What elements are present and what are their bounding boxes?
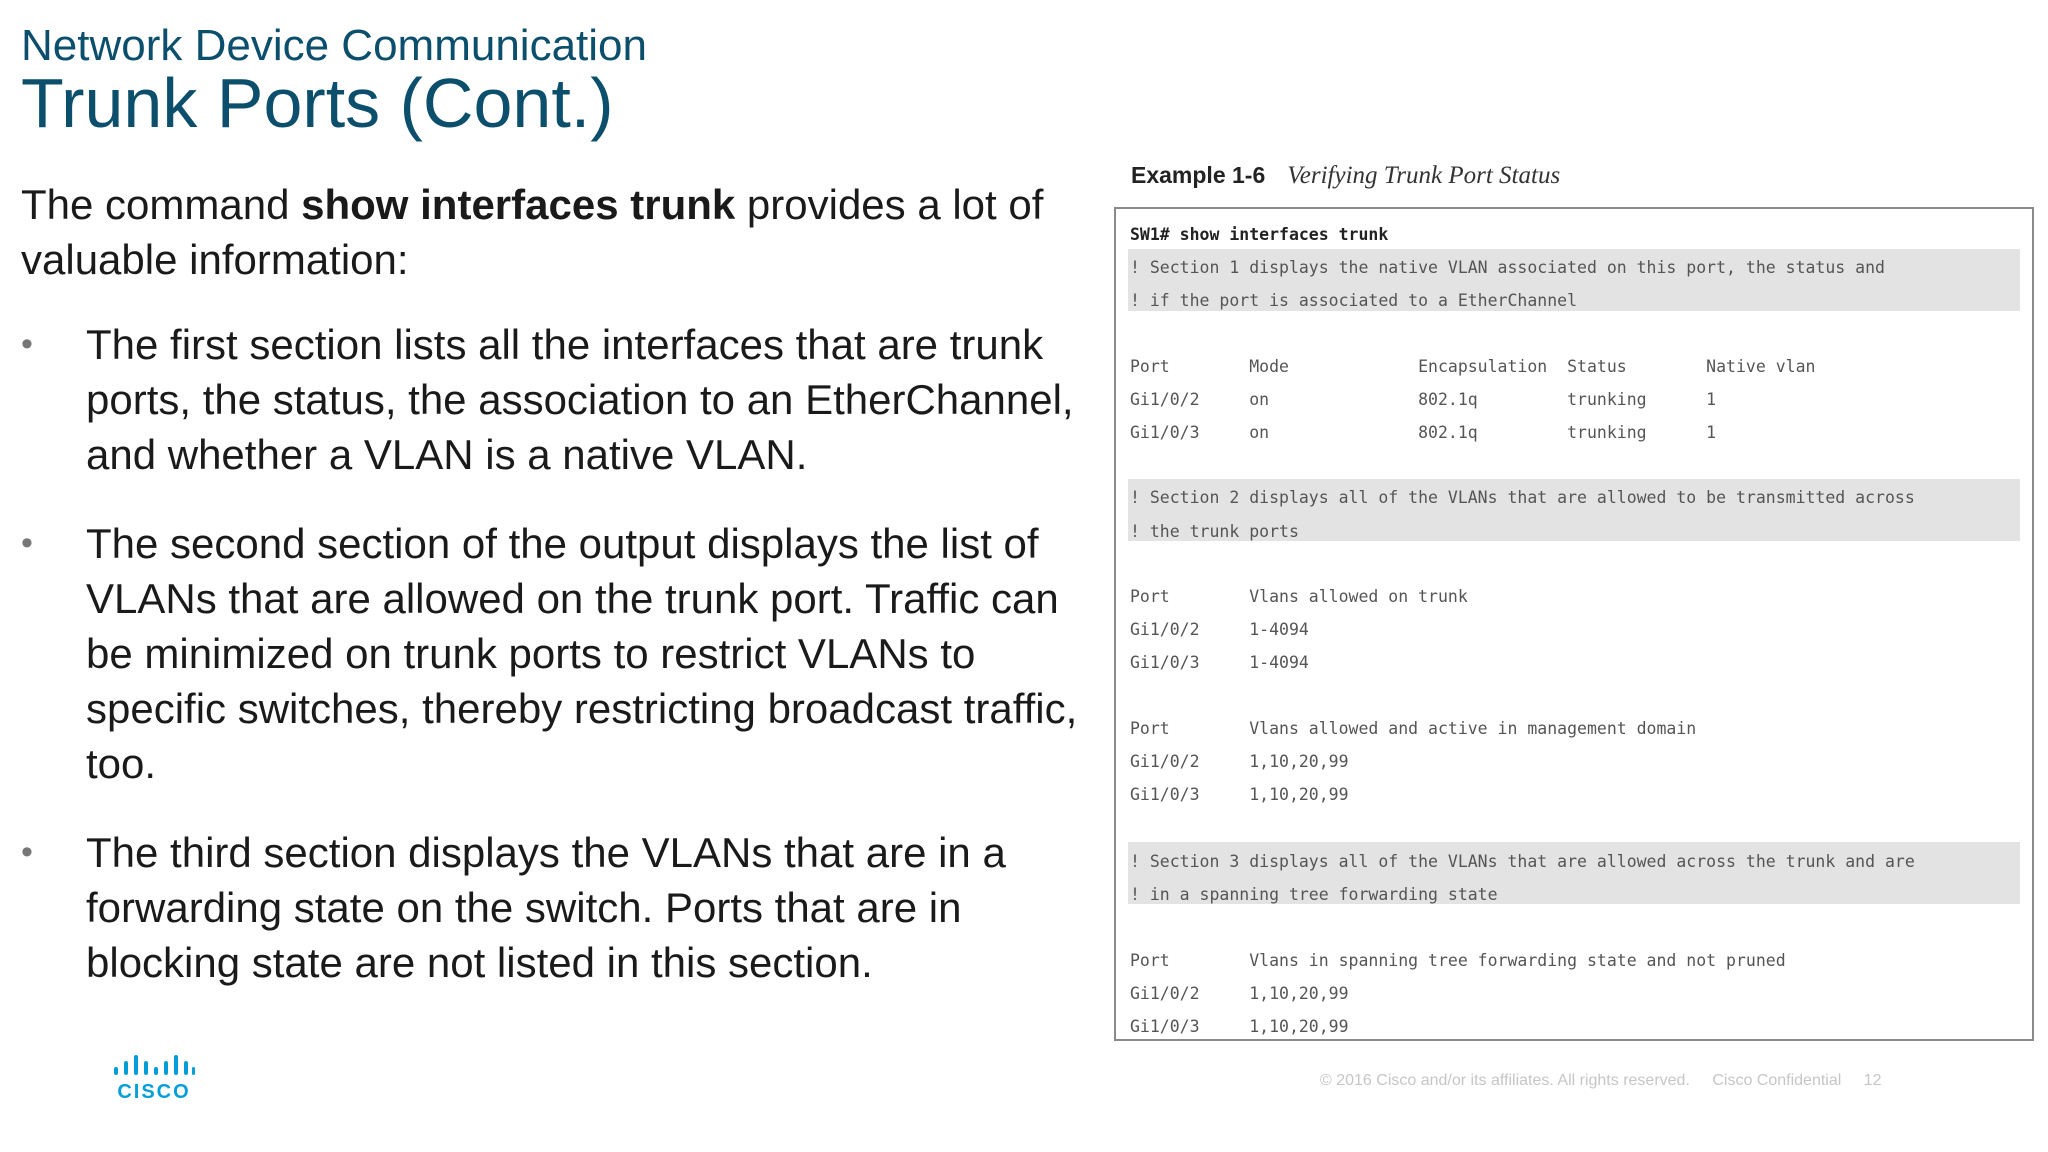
code-line: ! Section 2 displays all of the VLANs that are allowed to be transmitted across (1130, 488, 1915, 507)
code-line: ! Section 1 displays the native VLAN associated on this port, the status and (1130, 258, 1885, 277)
bullet-item-3 (21, 825, 1091, 990)
bullet-dot: • (21, 325, 33, 363)
code-line: Gi1/0/2 on 802.1q trunking 1 (1130, 390, 1717, 409)
code-line: Port Vlans allowed on trunk (1130, 587, 1468, 606)
code-output-box (1114, 207, 2034, 1041)
example-caption (1131, 162, 1560, 190)
bullet-text: The third section displays the VLANs that are in a forwarding state on the switch. Ports that are in blocking state are not listed in this section. (86, 829, 1006, 986)
bullet-text: The first section lists all the interfaces that are trunk ports, the status, the association to an EtherChannel, and whether a VLAN is a native VLAN. (86, 321, 1074, 478)
code-line: SW1# show interfaces trunk (1130, 225, 1389, 244)
code-line: ! in a spanning tree forwarding state (1130, 885, 1498, 904)
intro-after: provides a lot of valuable information: (21, 181, 1044, 283)
code-line: Gi1/0/3 1,10,20,99 (1130, 785, 1349, 804)
code-line: Port Mode Encapsulation Status Native vlan (1130, 357, 1816, 376)
bullet-item-2 (21, 516, 1091, 791)
intro-before: The command (21, 181, 302, 228)
bullet-text: The second section of the output displays the list of VLANs that are allowed on the trunk port. Traffic can be minimized on trunk ports to restrict VLANs to specific switches, thereby restricting broadcast traffic, too. (86, 520, 1078, 787)
bullet-item-1 (21, 317, 1091, 482)
body-text (21, 177, 1091, 1024)
code-line: Gi1/0/3 1-4094 (1130, 653, 1309, 672)
code-line: Gi1/0/3 1,10,20,99 (1130, 1017, 1349, 1036)
code-line: Port Vlans in spanning tree forwarding state and not pruned (1130, 951, 1786, 970)
code-line: ! if the port is associated to a EtherChannel (1130, 291, 1578, 310)
cisco-logo (112, 1055, 196, 1103)
slide-subtitle: Network Device Communication (21, 21, 647, 70)
example-title: Verifying Trunk Port Status (1287, 162, 1561, 189)
bullet-dot: • (21, 524, 33, 562)
code-line: Gi1/0/2 1,10,20,99 (1130, 984, 1349, 1003)
slide-title: Trunk Ports (Cont.) (21, 64, 614, 142)
code-line: Gi1/0/2 1,10,20,99 (1130, 752, 1349, 771)
code-line: ! Section 3 displays all of the VLANs that are allowed across the trunk and are (1130, 852, 1915, 871)
confidential-text: Cisco Confidential (1712, 1072, 1842, 1089)
code-line: Port Vlans allowed and active in management domain (1130, 719, 1697, 738)
intro-command: show interfaces trunk (301, 181, 736, 228)
code-line: ! the trunk ports (1130, 522, 1299, 541)
cisco-wordmark: CISCO (117, 1081, 191, 1103)
copyright-text: © 2016 Cisco and/or its affiliates. All rights reserved. (1320, 1072, 1690, 1089)
bullet-list (21, 317, 1091, 990)
cisco-bars-icon (112, 1055, 196, 1079)
bullet-dot: • (21, 833, 33, 871)
example-number: Example 1-6 (1131, 162, 1266, 188)
page-number: 12 (1863, 1072, 1882, 1089)
code-line: Gi1/0/3 on 802.1q trunking 1 (1130, 423, 1717, 442)
intro-paragraph (21, 177, 1091, 287)
footer (1320, 1072, 1900, 1090)
code-line: Gi1/0/2 1-4094 (1130, 620, 1309, 639)
